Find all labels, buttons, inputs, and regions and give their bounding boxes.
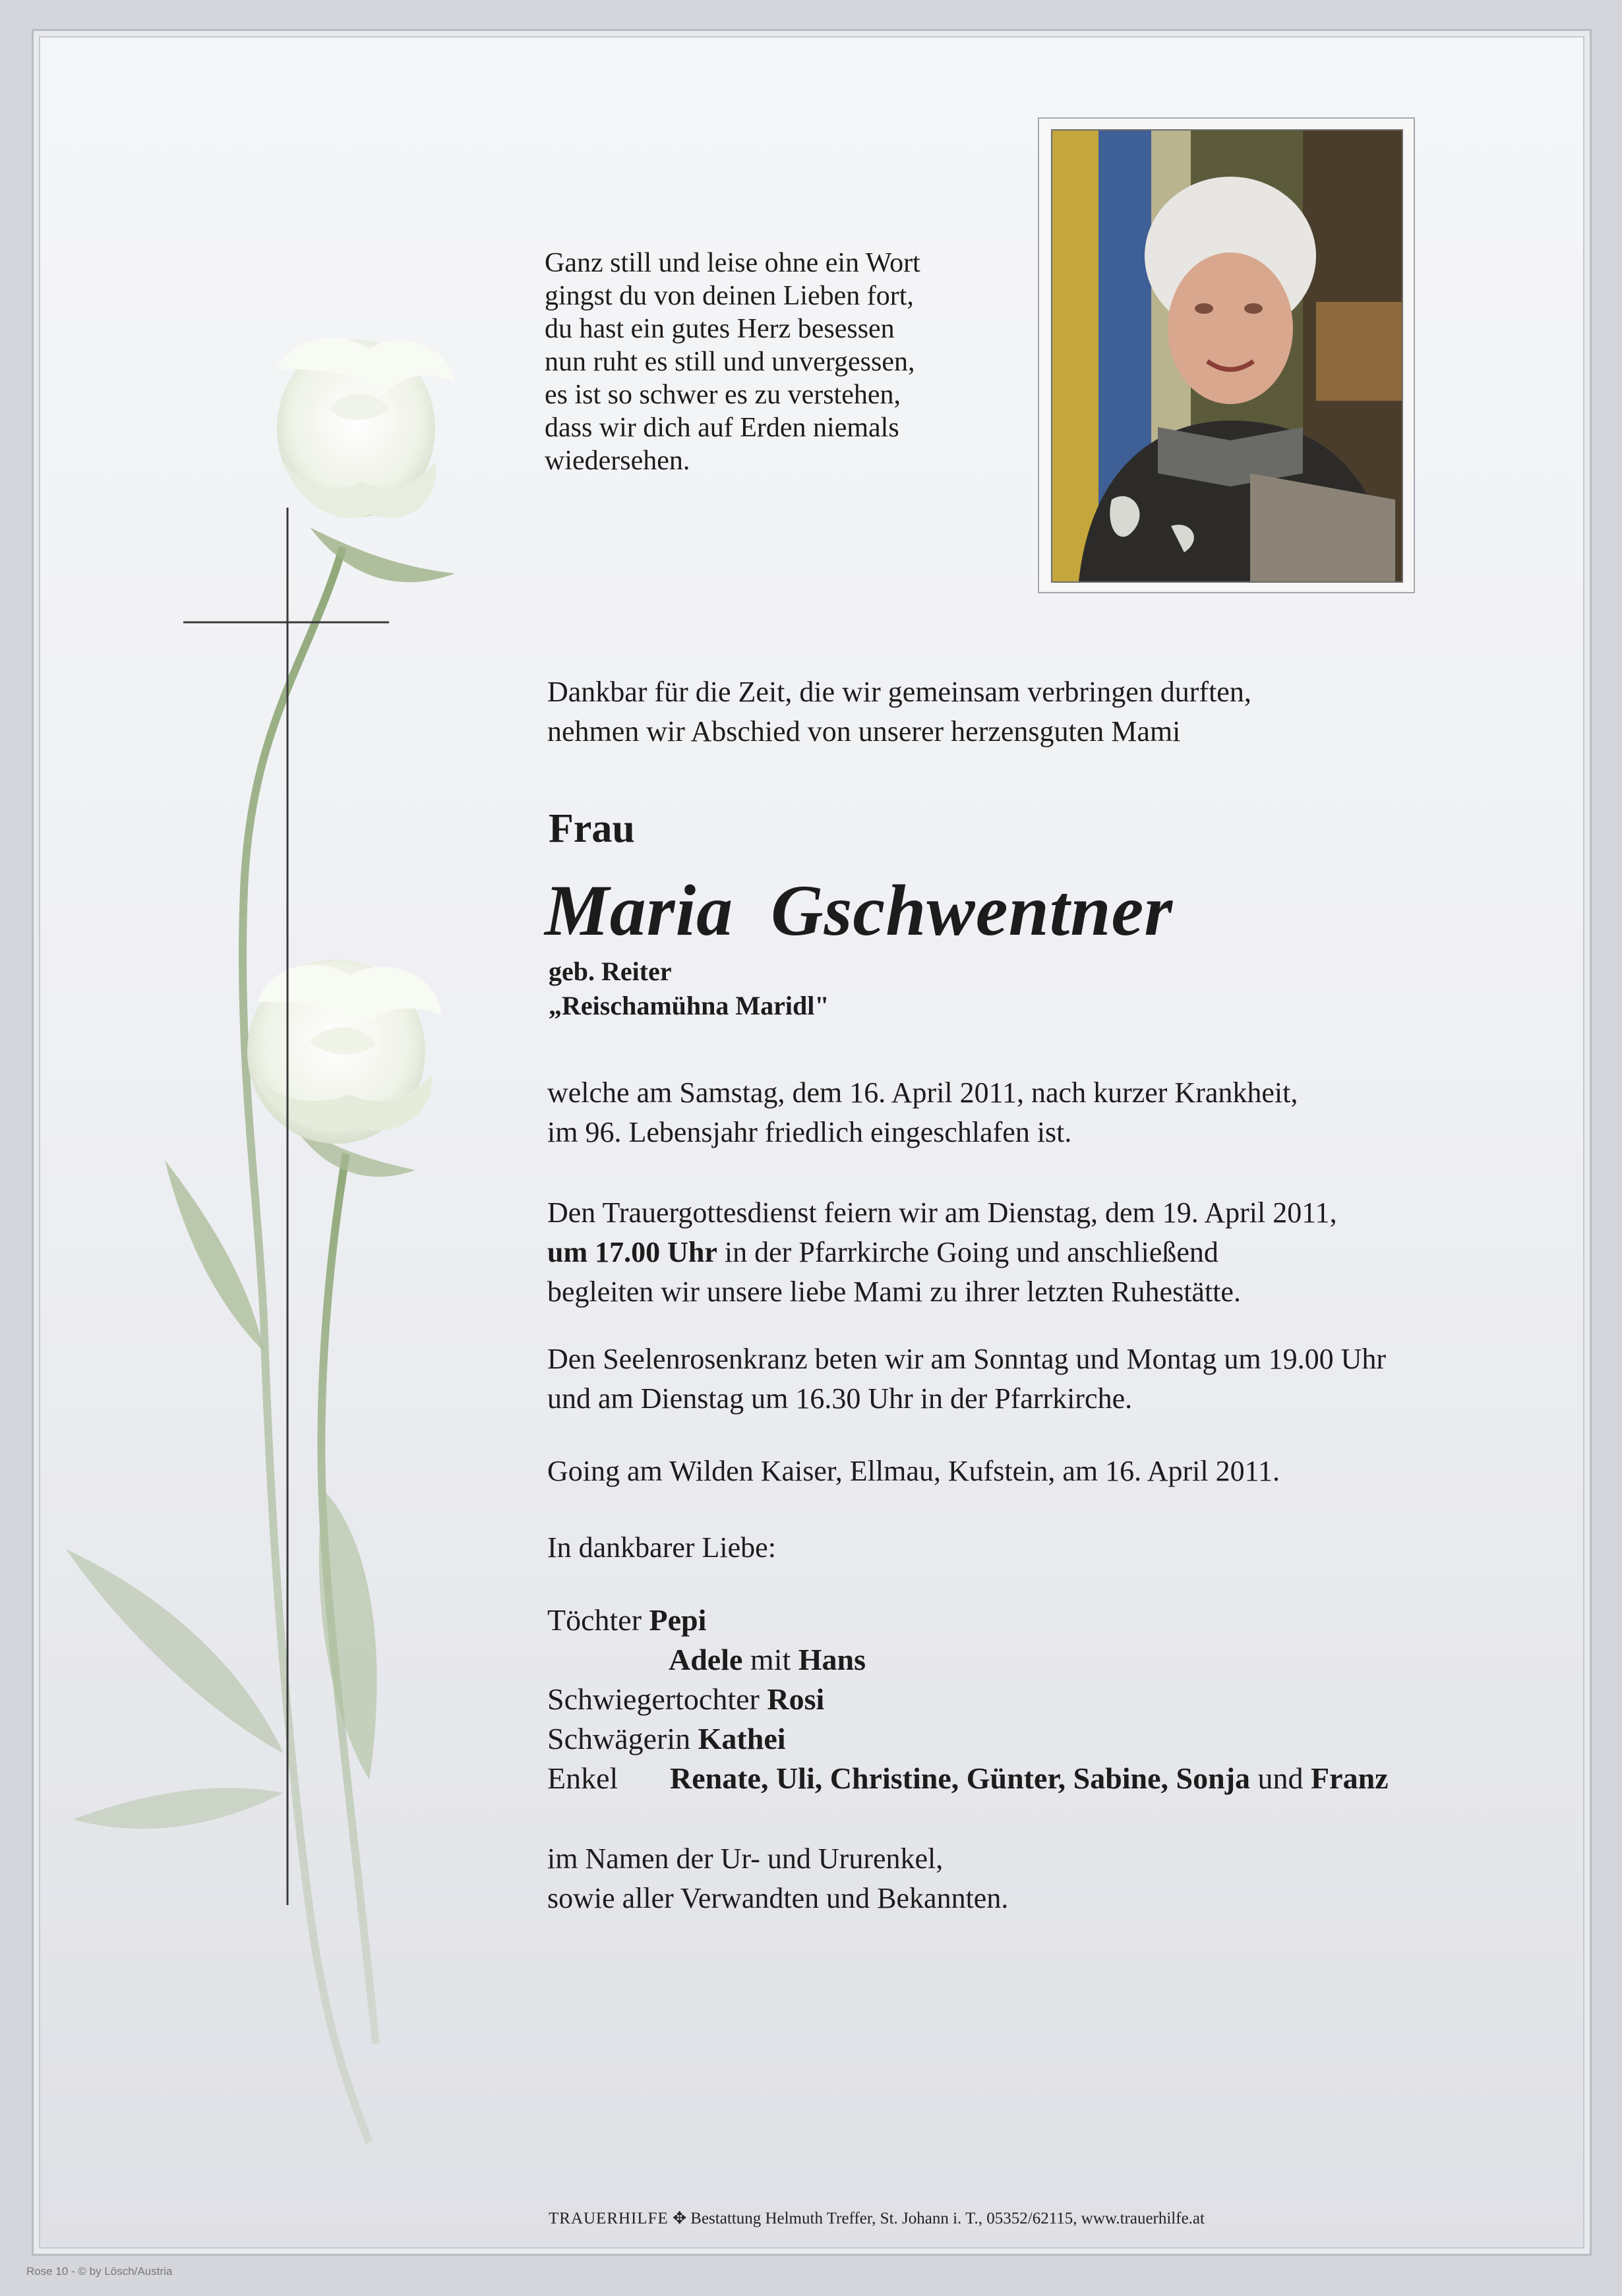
family-member: Renate, Uli, Christine, Günter, Sabine, Sonja <box>670 1761 1251 1795</box>
text-line: In dankbarer Liebe: <box>547 1531 776 1564</box>
text-line: Den Trauergottesdienst feiern wir am Dienstag, dem 19. April 2011, <box>547 1196 1337 1229</box>
family-member: Adele <box>669 1643 743 1676</box>
portrait-frame <box>1038 117 1415 593</box>
poem-line: es ist so schwer es zu verstehen, <box>545 380 901 410</box>
leaf <box>66 1549 284 1753</box>
intro-line: nehmen wir Abschied von unserer herzensguten Mami <box>547 715 1181 748</box>
gratitude-line <box>547 1528 776 1568</box>
text-line: Going am Wilden Kaiser, Ellmau, Kufstein, am 16. April 2011. <box>547 1455 1280 1487</box>
funeral-info <box>547 1193 1337 1312</box>
salutation: Frau <box>549 806 635 851</box>
family-row <box>547 1640 1389 1680</box>
text-line: im Namen der Ur- und Ururenkel, <box>547 1842 944 1875</box>
family-row <box>547 1680 1389 1719</box>
text-line: und am Dienstag um 16.30 Uhr in der Pfarrkirche. <box>547 1382 1133 1415</box>
poem <box>545 247 993 477</box>
text-line: im 96. Lebensjahr friedlich eingeschlafen ist. <box>547 1116 1072 1148</box>
poem-line: dass wir dich auf Erden niemals <box>545 413 899 443</box>
closing-text <box>547 1839 1008 1918</box>
intro-line: Dankbar für die Zeit, die wir gemeinsam verbringen durften, <box>547 676 1251 708</box>
relation-label: Töchter <box>547 1603 649 1637</box>
place-date <box>547 1452 1280 1491</box>
rosary-info <box>547 1339 1386 1419</box>
family-row <box>547 1601 1389 1640</box>
leaf <box>165 1160 264 1351</box>
family-row <box>547 1759 1389 1798</box>
poem-line: wiedersehen. <box>545 446 690 476</box>
leaf <box>73 1788 284 1829</box>
footer <box>549 2208 1205 2228</box>
rose-upper <box>277 338 455 518</box>
poem-line: Ganz still und leise ohne ein Wort <box>545 248 920 278</box>
leaf <box>319 1490 377 1780</box>
relation-label: Enkel <box>547 1761 618 1795</box>
intro-text <box>547 672 1251 751</box>
birth-name: geb. Reiter <box>549 957 672 986</box>
poem-line: nun ruht es still und unvergessen, <box>545 347 915 377</box>
funeral-time: um 17.00 Uhr <box>547 1236 717 1268</box>
family-member: Kathei <box>698 1722 786 1755</box>
text-span: in der Pfarrkirche Going und anschließend <box>717 1236 1218 1268</box>
family-list <box>547 1601 1389 1798</box>
family-member: Franz <box>1311 1761 1389 1795</box>
family-member: Hans <box>798 1643 866 1676</box>
poem-line: du hast ein gutes Herz besessen <box>545 314 895 344</box>
family-row <box>547 1719 1389 1759</box>
death-notice <box>547 1073 1298 1152</box>
nickname: „Reischamühna Maridl" <box>549 991 829 1020</box>
text-line: sowie aller Verwandten und Bekannten. <box>547 1882 1009 1914</box>
rose-lower <box>247 959 442 1144</box>
footer-brand: TRAUERHILFE <box>549 2210 669 2227</box>
connector: mit <box>742 1643 798 1676</box>
text-line: Den Seelenrosenkranz beten wir am Sonntag und Montag um 19.00 Uhr <box>547 1343 1387 1375</box>
text-line: welche am Samstag, dem 16. April 2011, nach kurzer Krankheit, <box>547 1076 1298 1109</box>
connector: und <box>1250 1761 1311 1795</box>
deceased-name: Maria Gschwentner <box>545 870 1174 951</box>
portrait-photo <box>1051 129 1403 583</box>
text-line: begleiten wir unsere liebe Mami zu ihrer letzten Ruhestätte. <box>547 1276 1241 1308</box>
birth-info <box>549 955 829 1023</box>
text-line <box>547 1233 1337 1272</box>
footer-text: Bestattung Helmuth Treffer, St. Johann i. T., 05352/62115, www.trauerhilfe.at <box>690 2210 1205 2227</box>
family-member: Rosi <box>767 1682 825 1716</box>
image-credit: Rose 10 - © by Lösch/Austria <box>26 2265 173 2278</box>
poem-line: gingst du von deinen Lieben fort, <box>545 281 914 311</box>
relation-label: Schwiegertochter <box>547 1682 767 1716</box>
family-member: Pepi <box>649 1603 707 1637</box>
relation-label: Schwägerin <box>547 1722 698 1755</box>
emblem-icon: ✥ <box>673 2210 687 2227</box>
